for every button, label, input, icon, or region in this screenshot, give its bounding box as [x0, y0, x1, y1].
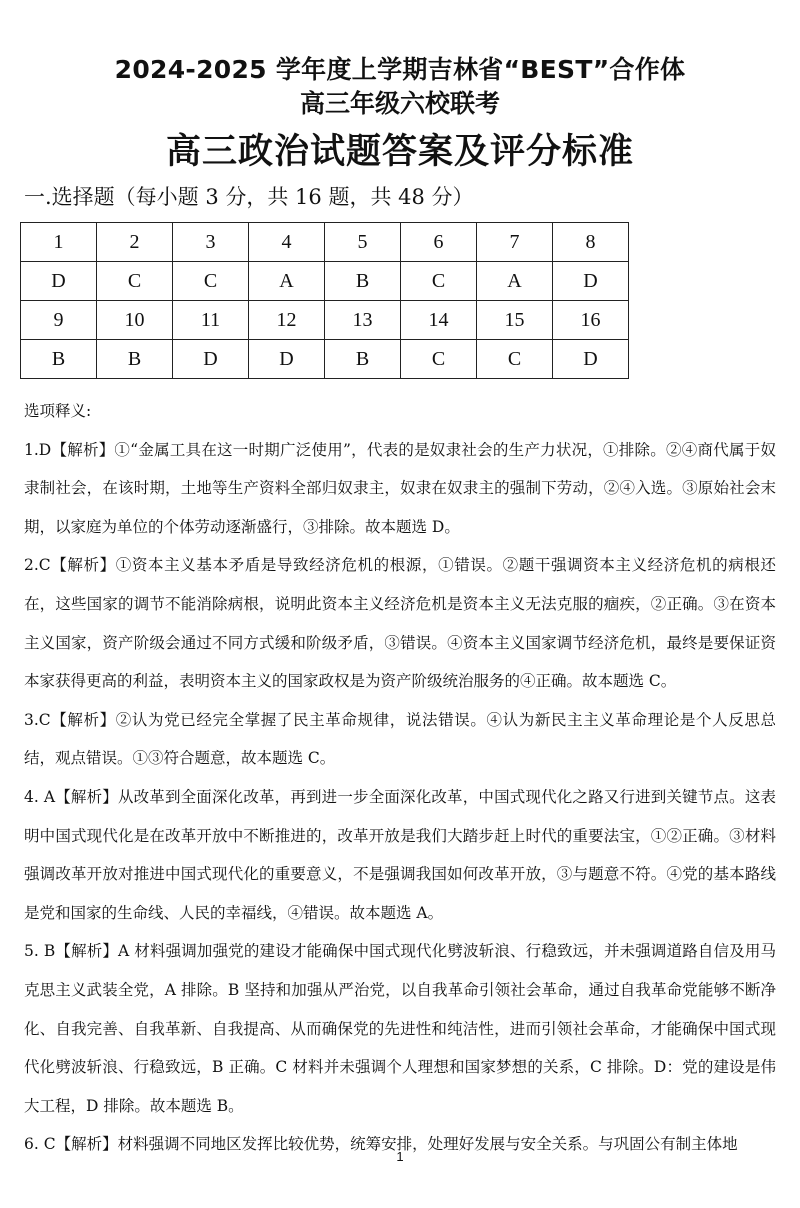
explanations-body [24, 392, 776, 1164]
table-cell: C [477, 340, 553, 379]
table-cell: A [477, 262, 553, 301]
answer-table [20, 222, 629, 379]
table-cell: D [553, 262, 629, 301]
table-cell: B [97, 340, 173, 379]
table-cell: 14 [401, 301, 477, 340]
table-cell: 10 [97, 301, 173, 340]
explanation-item-3: 3.C【解析】②认为党已经完全掌握了民主革命规律，说法错误。④认为新民主主义革命理论是个人反思总结，观点错误。①③符合题意，故本题选 C。 [24, 710, 776, 768]
table-cell: 1 [21, 223, 97, 262]
table-cell: C [401, 340, 477, 379]
table-cell: 8 [553, 223, 629, 262]
table-cell: B [21, 340, 97, 379]
table-cell: D [553, 340, 629, 379]
section-heading-choice: 一.选择题（每小题 3 分，共 16 题，共 48 分） [24, 185, 474, 209]
table-cell: 16 [553, 301, 629, 340]
explanation-item-6: 6. C【解析】材料强调不同地区发挥比较优势，统筹安排，处理好发展与安全关系。与巩固公有制主体地 [24, 1135, 738, 1154]
page-number: 1 [396, 1149, 404, 1164]
table-cell: 6 [401, 223, 477, 262]
explanation-item-5: 5. B【解析】A 材料强调加强党的建设才能确保中国式现代化劈波斩浪、行稳致远，并未强调道路自信及用马克思主义武装全党，A 排除。B 坚持和加强从严治党，以自我革命引领社会革命，通过自我革命党能够不断净化、自我完善、自我革新、自我提高、从而确保党的先进性和纯洁性，进而引领社会革命，才能确保中国式现代化劈波斩浪、行稳致远，B 正确。C 材料并未强调个人理想和国家梦想的关系，C 排除。D：党的建设是伟大工程，D 排除。故本题选 B。 [24, 942, 776, 1115]
table-row [21, 223, 629, 262]
table-cell: 4 [249, 223, 325, 262]
table-row [21, 301, 629, 340]
table-cell: 12 [249, 301, 325, 340]
table-cell: B [325, 262, 401, 301]
table-cell: A [249, 262, 325, 301]
table-cell: D [173, 340, 249, 379]
exam-title-line2: 高三年级六校联考 [299, 89, 500, 118]
table-cell: 2 [97, 223, 173, 262]
exam-title-line1: 2024-2025 学年度上学期吉林省“BEST”合作体 [114, 55, 686, 84]
table-cell: B [325, 340, 401, 379]
table-cell: D [21, 262, 97, 301]
table-cell: C [173, 262, 249, 301]
table-cell: 3 [173, 223, 249, 262]
table-row [21, 262, 629, 301]
table-cell: 15 [477, 301, 553, 340]
explanations-heading: 选项释义: [24, 402, 92, 420]
table-cell: 9 [21, 301, 97, 340]
explanation-item-4: 4. A【解析】从改革到全面深化改革，再到进一步全面深化改革，中国式现代化之路又行进到关键节点。这表明中国式现代化是在改革开放中不断推进的，改革开放是我们大踏步赶上时代的重要法宝，①②正确。③材料强调改革开放对推进中国式现代化的重要意义，不是强调我国如何改革开放，③与题意不符。④党的基本路线是党和国家的生命线、人民的幸福线，④错误。故本题选 A。 [24, 787, 776, 922]
table-cell: 7 [477, 223, 553, 262]
table-cell: D [249, 340, 325, 379]
table-cell: 5 [325, 223, 401, 262]
table-cell: 13 [325, 301, 401, 340]
explanation-item-2: 2.C【解析】①资本主义基本矛盾是导致经济危机的根源，①错误。②题干强调资本主义经济危机的病根还在，这些国家的调节不能消除病根，说明此资本主义经济危机是资本主义无法克服的痼疾，②正确。③在资本主义国家，资产阶级会通过不同方式缓和阶级矛盾，③错误。④资本主义国家调节经济危机，最终是要保证资本家获得更高的利益，表明资本主义的国家政权是为资产阶级统治服务的④正确。故本题选 C。 [24, 556, 776, 691]
page-title: 高三政治试题答案及评分标准 [165, 132, 634, 172]
table-cell: 11 [173, 301, 249, 340]
table-cell: C [401, 262, 477, 301]
explanation-item-1: 1.D【解析】①“金属工具在这一时期广泛使用”，代表的是奴隶社会的生产力状况，①排除。②④商代属于奴隶制社会，在该时期，土地等生产资料全部归奴隶主，奴隶在奴隶主的强制下劳动，②④入选。③原始社会末期，以家庭为单位的个体劳动逐渐盛行，③排除。故本题选 D。 [24, 440, 776, 536]
table-row [21, 340, 629, 379]
table-cell: C [97, 262, 173, 301]
